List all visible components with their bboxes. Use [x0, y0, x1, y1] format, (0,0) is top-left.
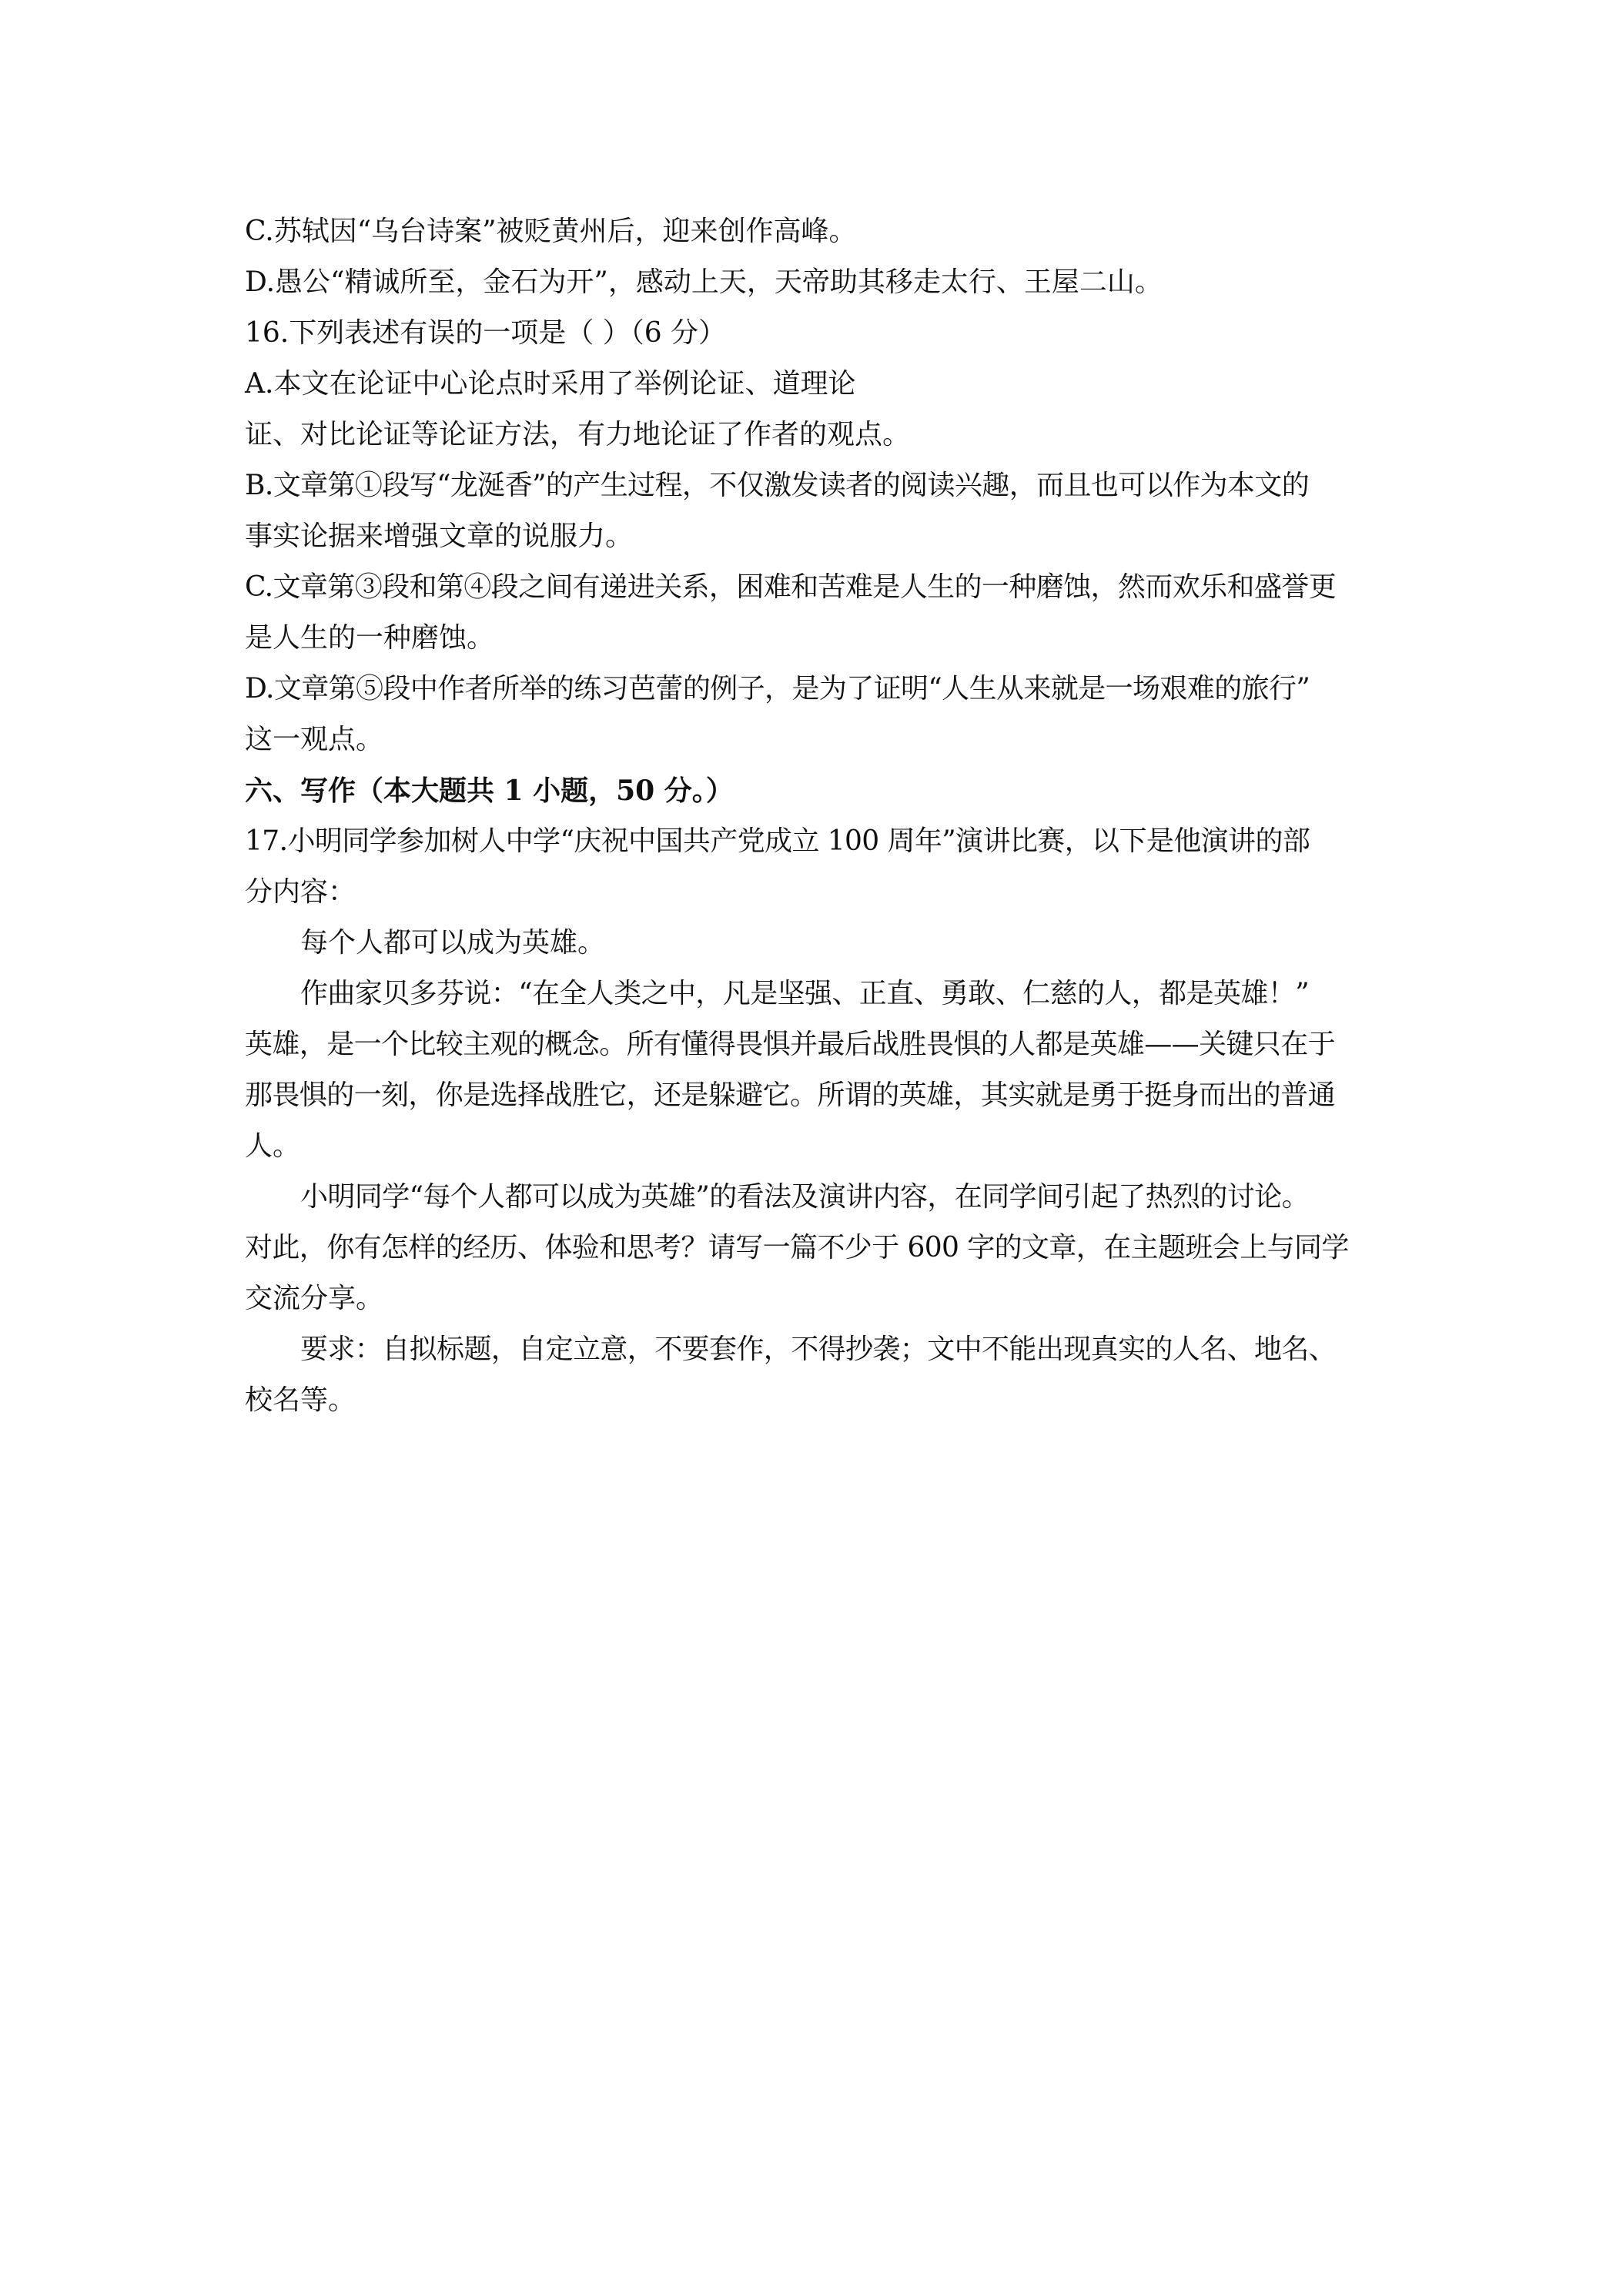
section6-heading: 六、写作（本大题共 1 小题，50 分。）: [245, 775, 734, 807]
prompt-line3: 交流分享。: [245, 1283, 384, 1314]
speech-line4: 人。: [245, 1130, 301, 1162]
speech-line1: 作曲家贝多芬说：“在全人类之中，凡是坚强、正直、勇敢、仁慈的人，都是英雄！”: [300, 978, 1310, 1009]
q16-option-a-line2: 证、对比论证等论证方法，有力地论证了作者的观点。: [245, 419, 911, 450]
q16-option-c-line2: 是人生的一种磨蚀。: [245, 622, 495, 654]
q16-option-c-line1: C.文章第③段和第④段之间有递进关系，困难和苦难是人生的一种磨蚀，然而欢乐和盛誉更: [245, 571, 1337, 603]
document-page: [245, 206, 1392, 1426]
q16-stem: 16.下列表述有误的一项是（ ）（6 分）: [245, 317, 727, 349]
speech-line2: 英雄，是一个比较主观的概念。所有懂得畏惧并最后战胜畏惧的人都是英雄——关键只在于: [245, 1029, 1336, 1060]
q17-stem-line2: 分内容：: [245, 876, 356, 908]
prompt-line2: 对此，你有怎样的经历、体验和思考？请写一篇不少于 600 字的文章，在主题班会上与同学: [245, 1232, 1349, 1263]
q16-option-b-line2: 事实论据来增强文章的说服力。: [245, 520, 634, 552]
requirement-line2: 校名等。: [245, 1384, 356, 1416]
q16-option-d-line1: D.文章第⑤段中作者所举的练习芭蕾的例子，是为了证明“人生从来就是一场艰难的旅行”: [245, 673, 1310, 705]
q17-stem-line1: 17.小明同学参加树人中学“庆祝中国共产党成立 100 周年”演讲比赛，以下是他演讲的部: [245, 825, 1310, 857]
requirement-line1: 要求：自拟标题，自定立意，不要套作，不得抄袭；文中不能出现真实的人名、地名、: [300, 1334, 1337, 1365]
q16-option-b-line1: B.文章第①段写“龙涎香”的产生过程，不仅激发读者的阅读兴趣，而且也可以作为本文的: [245, 470, 1310, 501]
speech-title: 每个人都可以成为英雄。: [300, 927, 606, 959]
speech-line3: 那畏惧的一刻，你是选择战胜它，还是躲避它。所谓的英雄，其实就是勇于挺身而出的普通: [245, 1079, 1336, 1111]
prompt-line1: 小明同学“每个人都可以成为英雄”的看法及演讲内容，在同学间引起了热烈的讨论。: [300, 1181, 1310, 1213]
q15-option-c: C.苏轼因“乌台诗案”被贬黄州后，迎来创作高峰。: [245, 216, 857, 247]
q16-option-a-line1: A.本文在论证中心论点时采用了举例论证、道理论: [245, 368, 856, 400]
q16-option-d-line2: 这一观点。: [245, 724, 384, 755]
q15-option-d: D.愚公“精诚所至，金石为开”，感动上天，天帝助其移走太行、王屋二山。: [245, 266, 1163, 298]
